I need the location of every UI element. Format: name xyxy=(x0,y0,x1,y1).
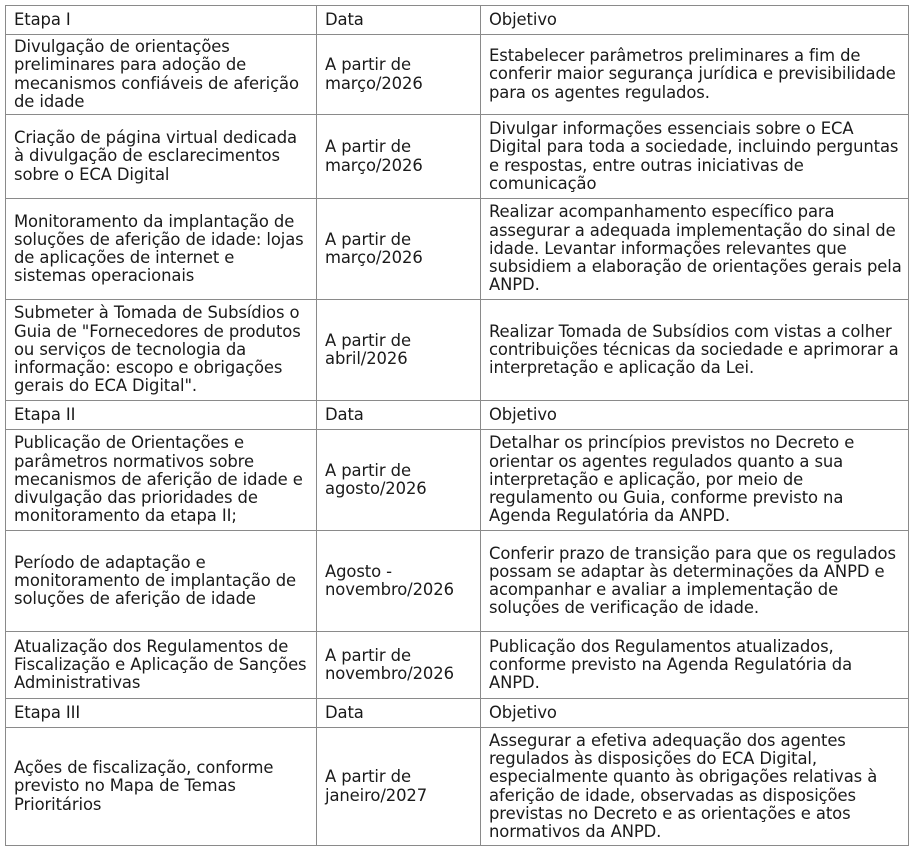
stage-label: Etapa II xyxy=(6,401,317,430)
objective-column-header: Objetivo xyxy=(481,699,909,728)
objective-column-header: Objetivo xyxy=(481,401,909,430)
date-cell: Agosto - novembro/2026 xyxy=(317,531,481,632)
stage-header-row xyxy=(6,699,909,728)
action-cell: Divulgação de orientações preliminares para adoção de mecanismos confiáveis de aferição de idade xyxy=(6,35,317,115)
table-row xyxy=(6,199,909,300)
objective-cell: Conferir prazo de transição para que os regulados possam se adaptar às determinações da ANPD e acompanhar e avaliar a implementação de soluções de verificação de idade. xyxy=(481,531,909,632)
stage-label: Etapa I xyxy=(6,6,317,35)
date-cell: A partir de janeiro/2027 xyxy=(317,728,481,846)
table-row xyxy=(6,115,909,199)
roadmap-table xyxy=(5,5,909,846)
objective-cell: Realizar Tomada de Subsídios com vistas a colher contribuições técnicas da sociedade e aprimorar a interpretação e aplicação da Lei. xyxy=(481,300,909,401)
table-row xyxy=(6,35,909,115)
date-column-header: Data xyxy=(317,6,481,35)
date-cell: A partir de março/2026 xyxy=(317,199,481,300)
objective-cell: Publicação dos Regulamentos atualizados, conforme previsto na Agenda Regulatória da ANPD. xyxy=(481,632,909,699)
objective-column-header: Objetivo xyxy=(481,6,909,35)
objective-cell: Estabelecer parâmetros preliminares a fim de conferir maior segurança jurídica e previsibilidade para os agentes regulados. xyxy=(481,35,909,115)
action-cell: Ações de fiscalização, conforme previsto no Mapa de Temas Prioritários xyxy=(6,728,317,846)
objective-cell: Realizar acompanhamento específico para assegurar a adequada implementação do sinal de idade. Levantar informações relevantes que subsidiem a elaboração de orientações gerais pela ANPD. xyxy=(481,199,909,300)
action-cell: Criação de página virtual dedicada à divulgação de esclarecimentos sobre o ECA Digital xyxy=(6,115,317,199)
action-cell: Submeter à Tomada de Subsídios o Guia de "Fornecedores de produtos ou serviços de tecnologia da informação: escopo e obrigações gerais do ECA Digital". xyxy=(6,300,317,401)
stage-label: Etapa III xyxy=(6,699,317,728)
date-cell: A partir de agosto/2026 xyxy=(317,430,481,531)
action-cell: Atualização dos Regulamentos de Fiscalização e Aplicação de Sanções Administrativas xyxy=(6,632,317,699)
stage-header-row xyxy=(6,401,909,430)
table-row xyxy=(6,632,909,699)
date-column-header: Data xyxy=(317,699,481,728)
action-cell: Monitoramento da implantação de soluções de aferição de idade: lojas de aplicações de internet e sistemas operacionais xyxy=(6,199,317,300)
action-cell: Período de adaptação e monitoramento de implantação de soluções de aferição de idade xyxy=(6,531,317,632)
date-cell: A partir de março/2026 xyxy=(317,115,481,199)
date-cell: A partir de abril/2026 xyxy=(317,300,481,401)
date-cell: A partir de março/2026 xyxy=(317,35,481,115)
table-row xyxy=(6,430,909,531)
table-row xyxy=(6,531,909,632)
table-row xyxy=(6,300,909,401)
objective-cell: Assegurar a efetiva adequação dos agentes regulados às disposições do ECA Digital, especialmente quanto às obrigações relativas à aferição de idade, observadas as disposições previstas no Decreto e as orientações e atos normativos da ANPD. xyxy=(481,728,909,846)
table-row xyxy=(6,728,909,846)
action-cell: Publicação de Orientações e parâmetros normativos sobre mecanismos de aferição de idade e divulgação das prioridades de monitoramento da etapa II; xyxy=(6,430,317,531)
objective-cell: Divulgar informações essenciais sobre o ECA Digital para toda a sociedade, incluindo perguntas e respostas, entre outras iniciativas de comunicação xyxy=(481,115,909,199)
date-column-header: Data xyxy=(317,401,481,430)
stage-header-row xyxy=(6,6,909,35)
objective-cell: Detalhar os princípios previstos no Decreto e orientar os agentes regulados quanto a sua interpretação e aplicação, por meio de regulamento ou Guia, conforme previsto na Agenda Regulatória da ANPD. xyxy=(481,430,909,531)
date-cell: A partir de novembro/2026 xyxy=(317,632,481,699)
